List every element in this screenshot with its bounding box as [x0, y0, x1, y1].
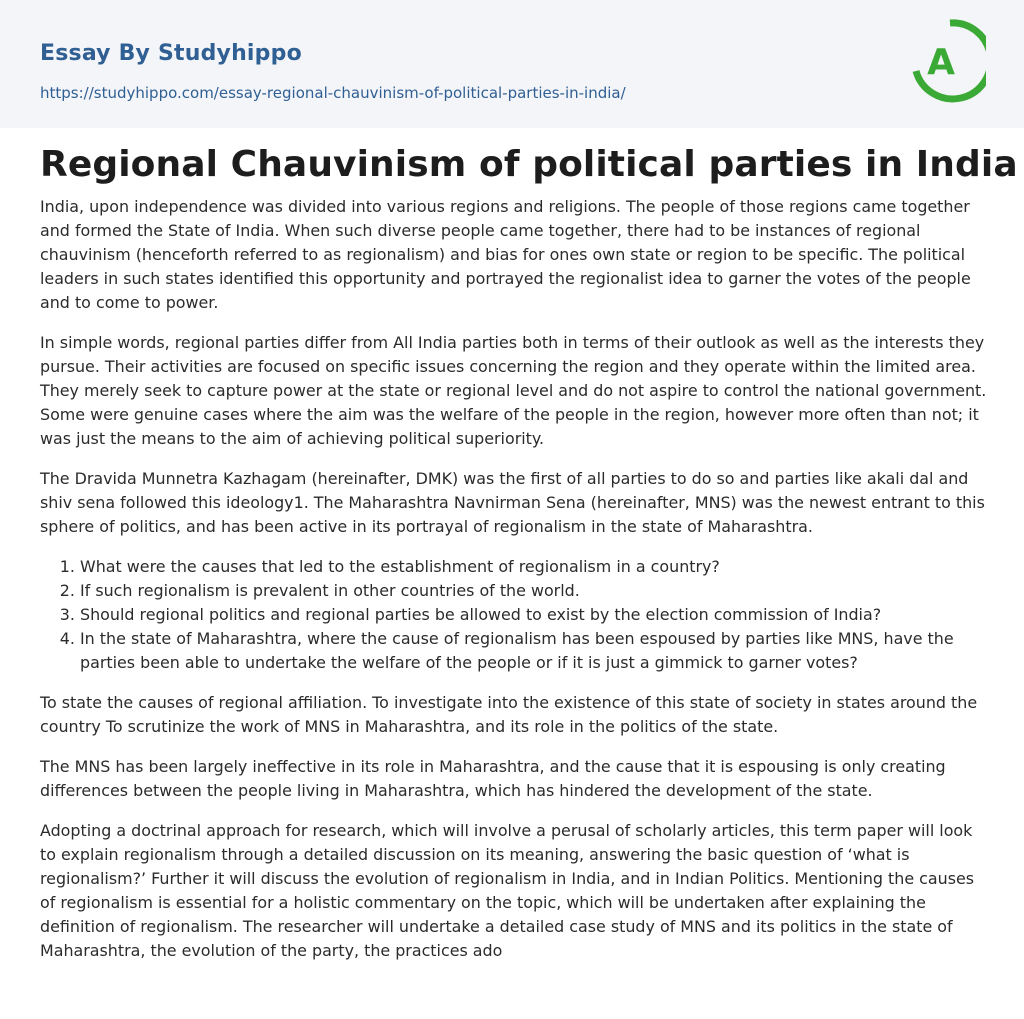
essay-title: Regional Chauvinism of political parties in India [40, 144, 1018, 185]
logo-letter: A [927, 42, 955, 83]
essay-url-link[interactable]: https://studyhippo.com/essay-regional-chauvinism-of-political-parties-in-india/ [40, 84, 626, 102]
research-questions-list [40, 555, 988, 675]
body-paragraph: Adopting a doctrinal approach for research, which will involve a perusal of scholarly articles, this term paper will look to explain regionalism through a detailed discussion on its meaning, answering the basic question of ‘what is regionalism?’ Further it will discuss the evolution of regionalism in India, and in Indian Politics. Mentioning the causes of regionalism is essential for a holistic commentary on the topic, which will be undertaken after explaining the definition of regionalism. The researcher will undertake a detailed case study of MNS and its politics in the state of Maharashtra, the evolution of the party, the practices ado [40, 821, 975, 960]
body-paragraph: To state the causes of regional affiliation. To investigate into the existence of this state of society in states around the country To scrutinize the work of MNS in Maharashtra, and its role in the politics of the state. [40, 693, 978, 736]
body-paragraph: The Dravida Munnetra Kazhagam (hereinafter, DMK) was the first of all parties to do so and parties like akali dal and shiv sena followed this ideology1. The Maharashtra Navnirman Sena (hereinafter, MNS) was the newest entrant to this sphere of politics, and has been active in its portrayal of regionalism in the state of Maharashtra. [40, 469, 985, 536]
essay-body [40, 195, 988, 979]
body-paragraph: The MNS has been largely ineffective in its role in Maharashtra, and the cause that it is espousing is only creating differences between the people living in Maharashtra, which has hindered the development of the state. [40, 757, 946, 800]
research-question: 1. What were the causes that led to the establishment of regionalism in a country? [80, 555, 988, 579]
site-brand[interactable]: Essay By Studyhippo [40, 41, 302, 66]
research-question: 2. If such regionalism is prevalent in other countries of the world. [80, 579, 988, 603]
body-paragraph: In simple words, regional parties differ from All India parties both in terms of their outlook as well as the interests they pursue. Their activities are focused on specific issues concerning the region and they operate within the limited area. They merely seek to capture power at the state or regional level and do not aspire to control the national government. Some were genuine cases where the aim was the welfare of the people in the region, however more often than not; it was just the means to the aim of achieving political superiority. [40, 333, 987, 448]
studyhippo-logo-icon[interactable] [912, 19, 986, 105]
research-question: 4. In the state of Maharashtra, where the cause of regionalism has been espoused by parties like MNS, have the parties been able to undertake the welfare of the people or if it is just a gimmick to garner votes? [80, 627, 988, 675]
research-question: 3. Should regional politics and regional parties be allowed to exist by the election commission of India? [80, 603, 988, 627]
body-paragraph: India, upon independence was divided into various regions and religions. The people of those regions came together and formed the State of India. When such diverse people came together, there had to be instances of regional chauvinism (henceforth referred to as regionalism) and bias for ones own state or region to be specific. The political leaders in such states identified this opportunity and portrayed the regionalist idea to garner the votes of the people and to come to power. [40, 197, 971, 312]
site-header [0, 0, 1024, 128]
